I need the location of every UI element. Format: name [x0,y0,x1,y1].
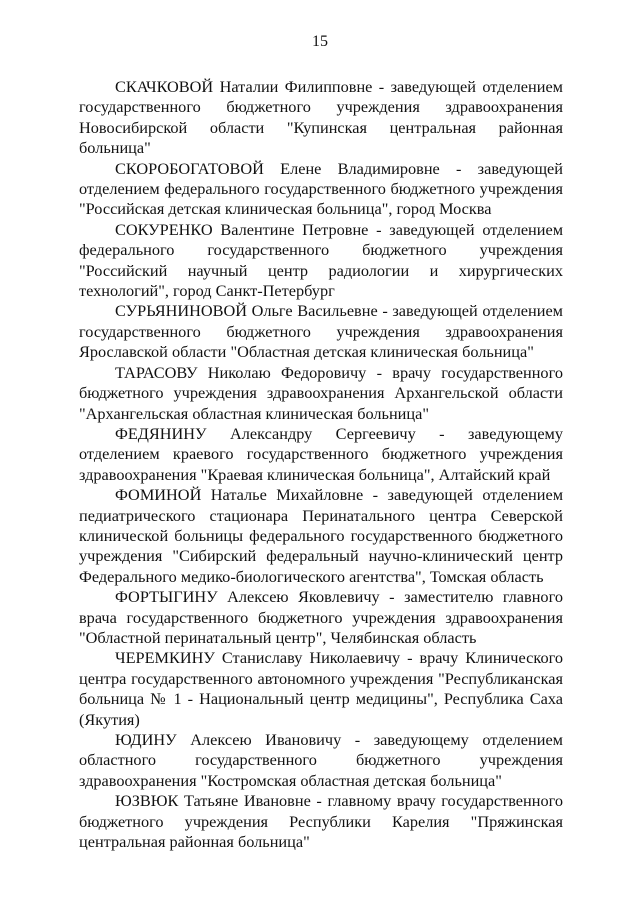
award-entry: ЧЕРЕМКИНУ Станиславу Николаевичу - врачу Клинического центра государственного автономного учреждения "Республиканская больница № 1 - Национальный центр медицины", Республика Саха (Якутия) [79,648,563,729]
award-entry: ЮЗВЮК Татьяне Ивановне - главному врачу государственного бюджетного учреждения Республики Карелия "Пряжинская центральная районная больница" [79,791,563,852]
page-number: 15 [312,33,328,50]
award-entry: СОКУРЕНКО Валентине Петровне - заведующей отделением федерального государственного бюджетного учреждения "Российский научный центр радиологии и хирургических технологий", город Санкт-Петербург [79,219,563,301]
award-entry: СКОРОБОГАТОВОЙ Елене Владимировне - заведующей отделением федерального государственного бюджетного учреждения "Российская детская клиническая больница", город Москва [79,158,563,219]
document-body [79,77,563,852]
award-entry: ФОМИНОЙ Наталье Михайловне - заведующей отделением педиатрического стационара Перинатального центра Северской клинической больницы федерального государственного бюджетного учреждения "Сибирский федеральный научно-клинический центр Федерального медико-биологического агентства", Томская область [79,485,563,586]
award-entry: ФЕДЯНИНУ Александру Сергеевичу - заведующему отделением краевого государственного бюджетного учреждения здравоохранения "Краевая клиническая больница", Алтайский край [79,423,563,484]
award-entry: СКАЧКОВОЙ Наталии Филипповне - заведующей отделением государственного бюджетного учреждения здравоохранения Новосибирской области "Купинская центральная районная больница" [79,77,563,158]
award-entry: ТАРАСОВУ Николаю Федоровичу - врачу государственного бюджетного учреждения здравоохранения Архангельской области "Архангельская областная клиническая больница" [79,362,563,423]
award-entry: ЮДИНУ Алексею Ивановичу - заведующему отделением областного государственного бюджетного учреждения здравоохранения "Костромская областная детская больница" [79,730,563,790]
award-entry: ФОРТЫГИНУ Алексею Яковлевичу - заместителю главного врача государственного бюджетного учреждения здравоохранения "Областной перинатальный центр", Челябинская область [79,587,563,647]
award-entry: СУРЬЯНИНОВОЙ Ольге Васильевне - заведующей отделением государственного бюджетного учреждения здравоохранения Ярославской области "Областная детская клиническая больница" [79,301,563,362]
